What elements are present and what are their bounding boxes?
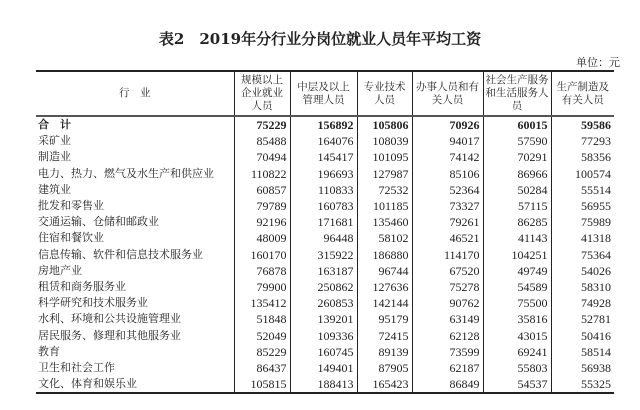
wage-cell: 75278 (412, 279, 483, 295)
wage-cell: 85106 (412, 166, 483, 182)
wage-cell: 196693 (290, 166, 357, 182)
wage-cell: 75989 (551, 214, 614, 230)
wage-cell: 74142 (412, 149, 483, 165)
industry-name: 教育 (38, 344, 60, 358)
table-row (36, 230, 614, 246)
wage-cell: 57590 (483, 133, 551, 149)
wage-cell: 69241 (483, 344, 551, 360)
table-row (36, 360, 614, 376)
wage-cell: 315922 (290, 247, 357, 263)
wage-cell: 55803 (483, 360, 551, 376)
wage-cell: 74928 (551, 295, 614, 311)
industry-name: 水利、环境和公共设施管理业 (38, 312, 181, 326)
wage-cell: 58310 (551, 279, 614, 295)
wage-cell: 75500 (483, 295, 551, 311)
wage-cell: 160745 (290, 344, 357, 360)
wage-cell: 142144 (357, 295, 412, 311)
wage-cell: 86966 (483, 166, 551, 182)
wage-cell: 50416 (551, 327, 614, 343)
column-header: 规模以上企业就业人员 (234, 71, 290, 116)
wage-cell: 75229 (234, 116, 290, 133)
wage-cell: 164076 (290, 133, 357, 149)
industry-name: 批发和零售业 (38, 199, 104, 213)
wage-cell: 92196 (234, 214, 290, 230)
table-row (36, 182, 614, 198)
wage-cell: 54026 (551, 263, 614, 279)
column-header: 中层及以上管理人员 (290, 71, 357, 116)
industry-name: 制造业 (38, 150, 71, 164)
wage-cell: 127636 (357, 279, 412, 295)
wage-cell: 86849 (412, 376, 483, 393)
wage-cell: 188413 (290, 376, 357, 393)
wage-cell: 165423 (357, 376, 412, 393)
wage-cell: 89139 (357, 344, 412, 360)
wage-cell: 52049 (234, 327, 290, 343)
wage-cell: 85229 (234, 344, 290, 360)
wage-cell: 163187 (290, 263, 357, 279)
wage-cell: 94017 (412, 133, 483, 149)
industry-name: 卫生和社会工作 (38, 360, 115, 374)
wage-cell: 260853 (290, 295, 357, 311)
industry-name: 电力、热力、燃气及水生产和供应业 (38, 166, 214, 180)
wage-cell: 79789 (234, 198, 290, 214)
wage-cell: 96448 (290, 230, 357, 246)
wage-cell: 156892 (290, 116, 357, 133)
industry-name: 建筑业 (38, 182, 71, 196)
table-row (36, 149, 614, 165)
wage-cell: 101095 (357, 149, 412, 165)
wage-cell: 109336 (290, 327, 357, 343)
wage-cell: 63149 (412, 311, 483, 327)
wage-cell: 52781 (551, 311, 614, 327)
wage-cell: 105815 (234, 376, 290, 393)
wage-cell: 60015 (483, 116, 551, 133)
wage-cell: 59586 (551, 116, 614, 133)
industry-name: 住宿和餐饮业 (38, 231, 104, 245)
wage-cell: 58356 (551, 149, 614, 165)
wage-cell: 114170 (412, 247, 483, 263)
wage-cell: 58102 (357, 230, 412, 246)
wage-cell: 186880 (357, 247, 412, 263)
wage-cell: 73327 (412, 198, 483, 214)
wage-cell: 56938 (551, 360, 614, 376)
wage-table (36, 70, 614, 394)
wage-cell: 135412 (234, 295, 290, 311)
wage-cell: 90762 (412, 295, 483, 311)
wage-cell: 76878 (234, 263, 290, 279)
wage-cell: 145417 (290, 149, 357, 165)
table-row (36, 133, 614, 149)
wage-cell: 70291 (483, 149, 551, 165)
industry-name: 合 计 (38, 118, 71, 132)
table-row (36, 344, 614, 360)
wage-cell: 149401 (290, 360, 357, 376)
wage-cell: 86285 (483, 214, 551, 230)
header-row (36, 71, 614, 116)
total-row (36, 116, 614, 133)
wage-cell: 108039 (357, 133, 412, 149)
industry-name: 采矿业 (38, 134, 71, 148)
wage-cell: 135460 (357, 214, 412, 230)
table-title: 表2 2019年分行业分岗位就业人员年平均工资 (158, 30, 482, 48)
column-header: 行 业 (119, 87, 151, 99)
industry-name: 文化、体育和娱乐业 (38, 377, 137, 391)
column-header: 生产制造及有关人员 (551, 71, 614, 116)
column-header: 社会生产服务和生活服务人员 (483, 71, 551, 116)
industry-name: 居民服务、修理和其他服务业 (38, 328, 181, 342)
industry-name: 交通运输、仓储和邮政业 (38, 215, 159, 229)
wage-cell: 110833 (290, 182, 357, 198)
wage-cell: 72415 (357, 327, 412, 343)
wage-cell: 77293 (551, 133, 614, 149)
wage-cell: 250862 (290, 279, 357, 295)
wage-cell: 101185 (357, 198, 412, 214)
table-row (36, 198, 614, 214)
wage-cell: 60857 (234, 182, 290, 198)
wage-cell: 62128 (412, 327, 483, 343)
wage-cell: 54537 (483, 376, 551, 393)
wage-cell: 100574 (551, 166, 614, 182)
wage-cell: 54589 (483, 279, 551, 295)
column-header: 办事人员和有关人员 (412, 71, 483, 116)
table-row (36, 247, 614, 263)
wage-cell: 86437 (234, 360, 290, 376)
table-row (36, 214, 614, 230)
wage-cell: 41318 (551, 230, 614, 246)
wage-cell: 75364 (551, 247, 614, 263)
wage-cell: 104251 (483, 247, 551, 263)
wage-cell: 52364 (412, 182, 483, 198)
wage-cell: 160170 (234, 247, 290, 263)
wage-cell: 55514 (551, 182, 614, 198)
wage-cell: 127987 (357, 166, 412, 182)
wage-cell: 43015 (483, 327, 551, 343)
wage-cell: 110822 (234, 166, 290, 182)
table-row (36, 166, 614, 182)
table-row (36, 311, 614, 327)
wage-cell: 70494 (234, 149, 290, 165)
column-header: 专业技术人员 (357, 71, 412, 116)
wage-cell: 50284 (483, 182, 551, 198)
wage-cell: 62187 (412, 360, 483, 376)
table-row (36, 279, 614, 295)
industry-name: 房地产业 (38, 263, 82, 277)
wage-cell: 96744 (357, 263, 412, 279)
table-row (36, 376, 614, 393)
industry-name: 科学研究和技术服务业 (38, 296, 148, 310)
wage-cell: 79900 (234, 279, 290, 295)
wage-cell: 95179 (357, 311, 412, 327)
wage-cell: 67520 (412, 263, 483, 279)
table-row (36, 263, 614, 279)
wage-cell: 56955 (551, 198, 614, 214)
wage-cell: 51848 (234, 311, 290, 327)
table-row (36, 327, 614, 343)
wage-cell: 105806 (357, 116, 412, 133)
wage-cell: 139201 (290, 311, 357, 327)
wage-cell: 72532 (357, 182, 412, 198)
wage-cell: 48009 (234, 230, 290, 246)
wage-cell: 87905 (357, 360, 412, 376)
wage-cell: 70926 (412, 116, 483, 133)
wage-cell: 160783 (290, 198, 357, 214)
wage-cell: 35816 (483, 311, 551, 327)
wage-cell: 171681 (290, 214, 357, 230)
wage-cell: 73599 (412, 344, 483, 360)
wage-cell: 55325 (551, 376, 614, 393)
wage-cell: 46521 (412, 230, 483, 246)
wage-cell: 41143 (483, 230, 551, 246)
industry-name: 信息传输、软件和信息技术服务业 (38, 247, 203, 261)
wage-cell: 58514 (551, 344, 614, 360)
unit-label: 单位：元 (576, 56, 620, 69)
wage-cell: 85488 (234, 133, 290, 149)
wage-cell: 57115 (483, 198, 551, 214)
industry-name: 租赁和商务服务业 (38, 279, 126, 293)
wage-cell: 49749 (483, 263, 551, 279)
table-row (36, 295, 614, 311)
wage-cell: 79261 (412, 214, 483, 230)
